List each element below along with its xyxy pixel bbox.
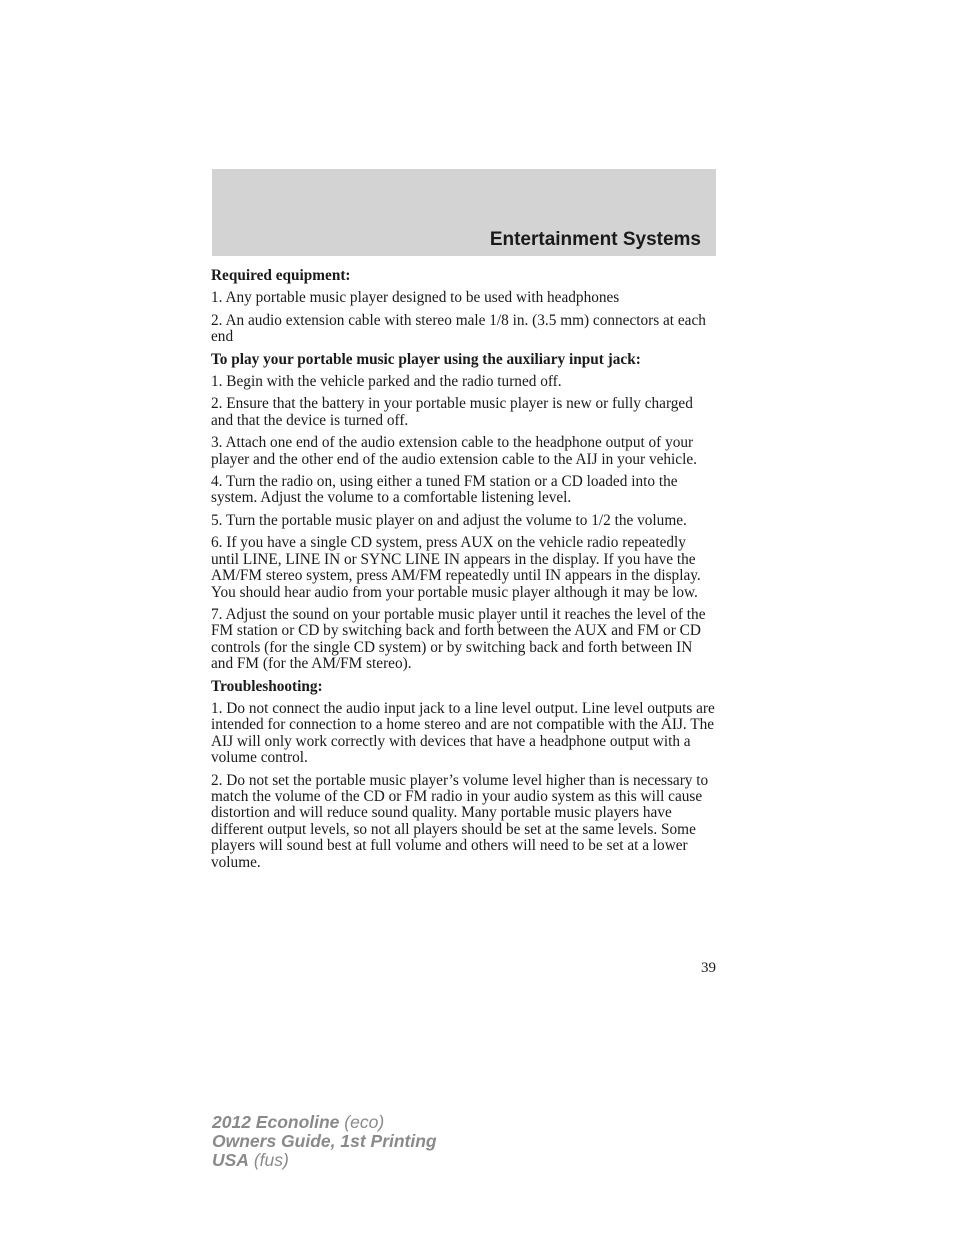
footer-line-market (212, 1151, 437, 1170)
required-equipment-heading: Required equipment: (211, 267, 351, 284)
play-step: 4. Turn the radio on, using either a tuned FM station or a CD loaded into the system. Adjust the volume to a comfortable listening level. (211, 473, 678, 507)
play-step: 1. Begin with the vehicle parked and the radio turned off. (211, 373, 562, 391)
play-note: You should hear audio from your portable music player although it may be low. (211, 583, 698, 601)
footer-market-code: (fus) (248, 1150, 289, 1170)
section-header-band (212, 169, 716, 256)
play-step: 3. Attach one end of the audio extension cable to the headphone output of your player and the other end of the audio extension cable to the AIJ in your vehicle. (211, 434, 697, 468)
play-instructions-heading: To play your portable music player using the auxiliary input jack: (211, 350, 641, 368)
footer-line-model (212, 1113, 437, 1132)
required-item: 2. An audio extension cable with stereo male 1/8 in. (3.5 mm) connectors at each end (211, 311, 706, 346)
page-body (211, 268, 717, 877)
footer-model: 2012 Econoline (212, 1112, 340, 1132)
play-step: 5. Turn the portable music player on and adjust the volume to 1/2 the volume. (211, 511, 687, 529)
footer-market: USA (212, 1150, 249, 1170)
troubleshooting-item: 1. Do not connect the audio input jack to a line level output. Line level outputs are intended for connection to a home stereo and are not compatible with the AIJ. The AIJ will only work correctly with devices that have a headphone output with a volume control. (211, 699, 715, 767)
page-number: 39 (701, 960, 716, 976)
troubleshooting-item: 2. Do not set the portable music player’s volume level higher than is necessary to match the volume of the CD or FM radio in your audio system as this will cause distortion and will reduce sound quality. Many portable music players have different output levels, so not all players should be set at the same levels. Some players will sound best at full volume and others will need to be set at a lower volume. (211, 771, 709, 871)
required-item: 1. Any portable music player designed to be used with headphones (211, 289, 620, 307)
play-step: 7. Adjust the sound on your portable music player until it reaches the level of the FM station or CD by switching back and forth between the AUX and FM or CD controls (for the single CD system) or by switching back and forth between IN and FM (for the AM/FM stereo). (211, 605, 706, 673)
footer-guide: Owners Guide, 1st Printing (212, 1131, 437, 1151)
footer-line-guide (212, 1132, 437, 1151)
section-title: Entertainment Systems (489, 229, 701, 250)
play-step: 6. If you have a single CD system, press AUX on the vehicle radio repeatedly until LINE, LINE IN or SYNC LINE IN appears in the display. If you have the AM/FM stereo system, press AM/FM repeatedly until IN appears in the display. (211, 534, 701, 585)
footer-model-code: (eco) (339, 1112, 385, 1132)
document-footer (212, 1113, 437, 1170)
play-step: 2. Ensure that the battery in your portable music player is new or fully charged and that the device is turned off. (211, 395, 693, 429)
troubleshooting-heading: Troubleshooting: (211, 677, 323, 695)
